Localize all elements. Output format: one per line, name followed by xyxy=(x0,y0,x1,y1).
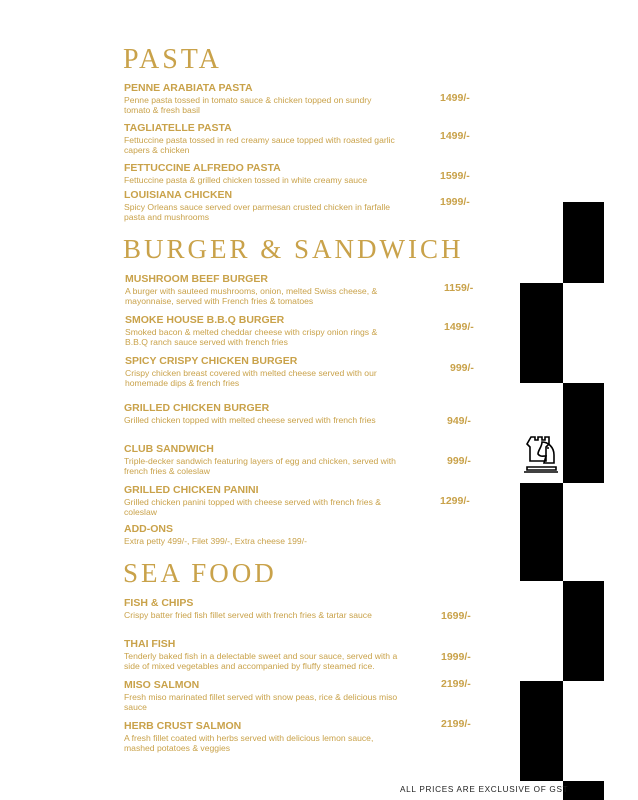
item-price: 999/- xyxy=(447,455,471,467)
item-name: FISH & CHIPS xyxy=(124,597,194,609)
item-price: 1499/- xyxy=(444,321,474,333)
menu-item xyxy=(125,355,485,388)
menu-item xyxy=(124,484,484,517)
checker-block-4 xyxy=(520,483,563,581)
item-description: Tenderly baked fish in a delectable sweet and sour sauce, served with a side of mixed vegetables and accompanied by fluffy steamed rice. xyxy=(124,651,398,671)
menu-item xyxy=(125,273,485,306)
item-name: HERB CRUST SALMON xyxy=(124,720,242,732)
checker-block-3 xyxy=(563,383,604,483)
item-name: MUSHROOM BEEF BURGER xyxy=(125,273,268,285)
item-description: Spicy Orleans sauce served over parmesan crusted chicken in farfalle pasta and mushrooms xyxy=(124,202,391,222)
item-name: GRILLED CHICKEN PANINI xyxy=(124,484,259,496)
item-description: Triple-decker sandwich featuring layers of egg and chicken, served with french fries & coleslaw xyxy=(124,456,396,476)
item-description: Fettuccine pasta tossed in red creamy sauce topped with roasted garlic capers & chicken xyxy=(124,135,395,155)
item-name: THAI FISH xyxy=(124,638,176,650)
item-description: Grilled chicken topped with melted cheese served with french fries xyxy=(124,415,376,425)
item-price: 1499/- xyxy=(440,130,470,142)
menu-item-add-ons xyxy=(124,523,484,546)
item-price: 2199/- xyxy=(441,678,471,690)
item-name: SMOKE HOUSE B.B.Q BURGER xyxy=(125,314,285,326)
menu-item xyxy=(124,638,484,671)
menu-item xyxy=(124,679,484,712)
item-name: PENNE ARABIATA PASTA xyxy=(124,82,253,94)
item-description: A fresh fillet coated with herbs served with delicious lemon sauce, mashed potatoes & veggies xyxy=(124,733,374,753)
item-price: 999/- xyxy=(450,362,474,374)
chess-knight-rook-icon xyxy=(521,431,561,475)
item-name: MISO SALMON xyxy=(124,679,200,691)
item-description: Penne pasta tossed in tomato sauce & chicken topped on sundry tomato & fresh basil xyxy=(124,95,372,115)
checker-block-6 xyxy=(520,681,563,781)
item-description: Crispy batter fried fish fillet served with french fries & tartar sauce xyxy=(124,610,372,620)
menu-item xyxy=(124,162,484,185)
menu-item xyxy=(124,720,484,753)
item-name: FETTUCCINE ALFREDO PASTA xyxy=(124,162,281,174)
checker-block-7 xyxy=(563,781,604,800)
section-title-burger-sandwich: BURGER & SANDWICH xyxy=(123,234,464,264)
item-name: ADD-ONS xyxy=(124,523,173,535)
menu-item xyxy=(124,82,484,115)
checker-block-1 xyxy=(563,202,604,283)
item-description: Grilled chicken panini topped with cheese served with french fries & coleslaw xyxy=(124,497,381,517)
menu-item xyxy=(124,402,484,425)
menu-item xyxy=(124,122,484,155)
item-description: Fettuccine pasta & grilled chicken tossed in white creamy sauce xyxy=(124,175,368,185)
item-description: Smoked bacon & melted cheddar cheese with crispy onion rings & B.B.Q ranch sauce served with french fries xyxy=(125,327,378,347)
item-name: CLUB SANDWICH xyxy=(124,443,214,455)
checker-block-2 xyxy=(520,283,563,383)
item-description: Fresh miso marinated fillet served with snow peas, rice & delicious miso sauce xyxy=(124,692,398,712)
menu-item xyxy=(125,314,485,347)
gst-footer-note: ALL PRICES ARE EXCLUSIVE OF GST xyxy=(400,785,569,794)
item-price: 1299/- xyxy=(440,495,470,507)
menu-item xyxy=(124,597,484,620)
item-name: SPICY CRISPY CHICKEN BURGER xyxy=(125,355,298,367)
item-price: 2199/- xyxy=(441,718,471,730)
item-description: A burger with sauteed mushrooms, onion, melted Swiss cheese, & mayonnaise, served with French fries & tomatoes xyxy=(125,286,378,306)
section-title-sea-food: SEA FOOD xyxy=(123,558,277,588)
item-price: 1499/- xyxy=(440,92,470,104)
item-description: Extra petty 499/-, Filet 399/-, Extra cheese 199/- xyxy=(124,536,307,546)
menu-item xyxy=(124,189,484,222)
item-price: 1599/- xyxy=(440,170,470,182)
checker-block-5 xyxy=(563,581,604,681)
item-price: 1699/- xyxy=(441,610,471,622)
item-name: TAGLIATELLE PASTA xyxy=(124,122,232,134)
item-description: Crispy chicken breast covered with melted cheese served with our homemade dips & french fries xyxy=(125,368,377,388)
item-name: GRILLED CHICKEN BURGER xyxy=(124,402,270,414)
section-title-pasta: PASTA xyxy=(123,44,222,75)
item-name: LOUISIANA CHICKEN xyxy=(124,189,233,201)
item-price: 1999/- xyxy=(440,196,470,208)
item-price: 1999/- xyxy=(441,651,471,663)
item-price: 949/- xyxy=(447,415,471,427)
menu-item xyxy=(124,443,484,476)
item-price: 1159/- xyxy=(444,282,474,294)
